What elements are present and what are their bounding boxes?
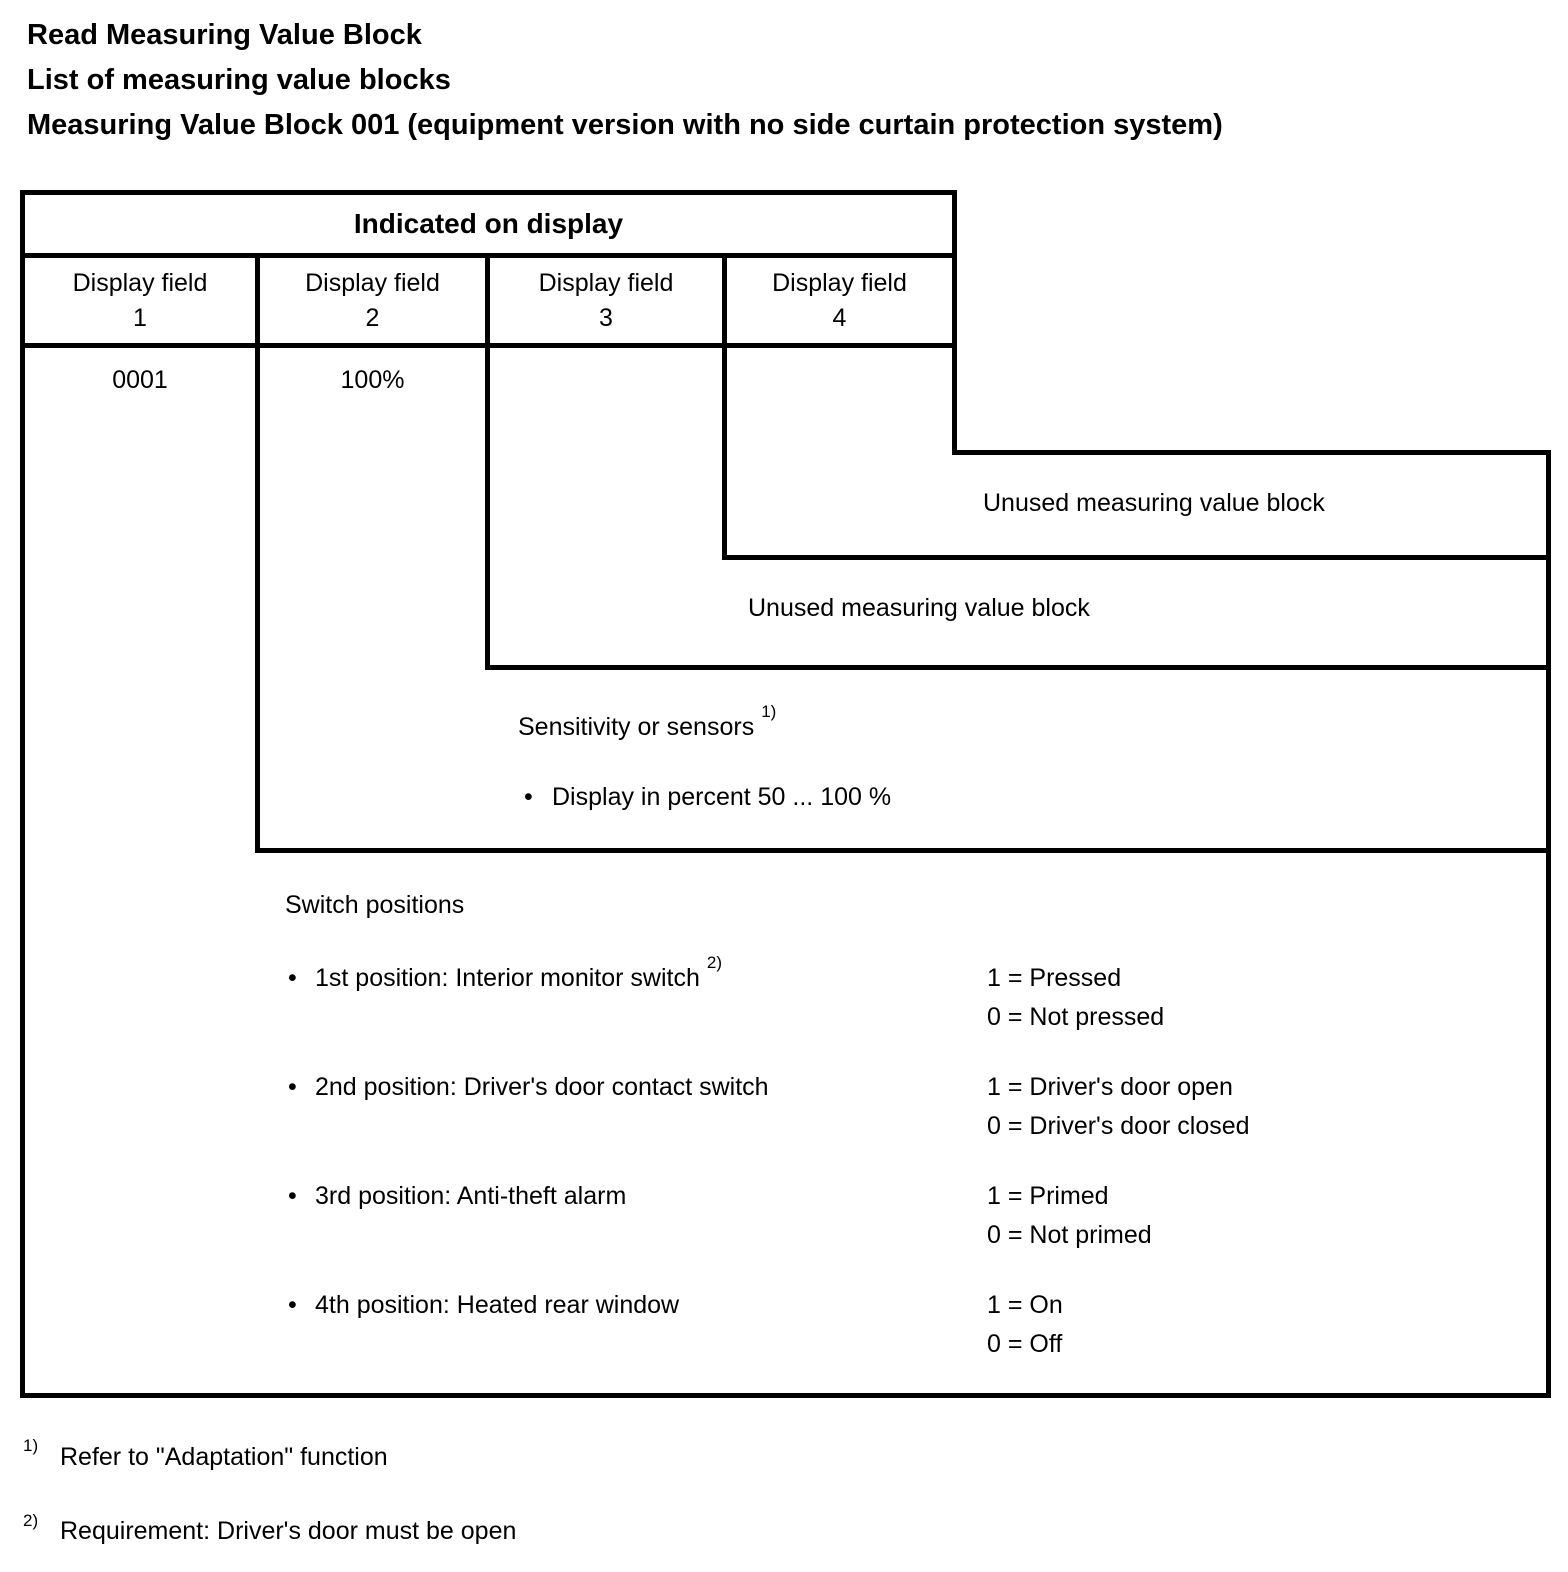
switch-item-3 — [288, 1182, 626, 1210]
column-header-2-label: Display field — [305, 269, 440, 297]
field1-title: Switch positions — [285, 891, 465, 919]
switch-item-2 — [288, 1073, 769, 1101]
column-header-1-label: Display field — [72, 269, 208, 297]
switch-item-2-values — [987, 1073, 1250, 1140]
step-line-field1 — [255, 848, 1551, 853]
switch-item-2-label: 2nd position: Driver's door contact switch — [315, 1073, 769, 1101]
column-header-2 — [260, 260, 485, 343]
switch-item-3-label: 3rd position: Anti-theft alarm — [315, 1182, 627, 1210]
display-field-1-value: 0001 — [112, 366, 168, 394]
column-header-3 — [490, 260, 722, 343]
bullet-icon: • — [288, 1291, 297, 1319]
column-header-1 — [25, 260, 255, 343]
column-header-3-label: Display field — [538, 269, 674, 297]
switch-item-2-value-off: 0 = Driver's door closed — [987, 1112, 1250, 1140]
column-header-3-number: 3 — [599, 304, 613, 332]
switch-item-4-value-on: 1 = On — [987, 1291, 1063, 1319]
switch-item-1-label: 1st position: Interior monitor switch — [315, 964, 700, 992]
title-line-1: Read Measuring Value Block — [27, 19, 422, 51]
column-header-1-number: 1 — [133, 304, 147, 332]
title-line-3: Measuring Value Block 001 (equipment version with no side curtain protection system) — [27, 109, 1223, 141]
switch-item-1-values — [987, 964, 1164, 1031]
column-header-4-number: 4 — [832, 304, 847, 332]
step-line-field2 — [485, 665, 1551, 670]
title-line-2: List of measuring value blocks — [27, 64, 451, 96]
diagram-right-border — [1546, 450, 1551, 1398]
column-header-4-label: Display field — [772, 269, 907, 297]
table-right-border — [952, 190, 957, 455]
footnote-1-text: Refer to "Adaptation" function — [60, 1443, 388, 1471]
switch-item-3-value-off: 0 = Not primed — [987, 1221, 1152, 1249]
field4-note: Unused measuring value block — [983, 489, 1325, 517]
bullet-icon: • — [288, 1073, 297, 1101]
switch-item-1-value-on: 1 = Pressed — [987, 964, 1122, 992]
display-field-2-value: 100% — [340, 366, 405, 394]
step-line-field3 — [722, 555, 1551, 560]
bullet-icon: • — [524, 783, 533, 811]
field2-title — [518, 701, 777, 741]
table-merged-header: Indicated on display — [353, 208, 624, 239]
column1-2-divider — [255, 253, 260, 853]
switch-item-1 — [288, 952, 723, 992]
diagram-bottom-border — [20, 1393, 1551, 1398]
bullet-icon: • — [288, 1182, 297, 1210]
switch-item-3-values — [987, 1182, 1152, 1249]
column-header-4 — [727, 260, 952, 343]
switch-item-4-values — [987, 1291, 1063, 1358]
switch-item-1-value-off: 0 = Not pressed — [987, 1003, 1165, 1031]
column-header-2-number: 2 — [365, 304, 380, 332]
footnote-2-text: Requirement: Driver's door must be open — [60, 1517, 517, 1545]
footnote-ref-1: 1) — [761, 701, 777, 721]
switch-item-2-value-on: 1 = Driver's door open — [987, 1073, 1233, 1101]
field3-note: Unused measuring value block — [748, 594, 1090, 622]
bullet-icon: • — [288, 964, 297, 992]
step-line-field4 — [952, 450, 1551, 455]
switch-item-4-label: 4th position: Heated rear window — [315, 1291, 680, 1319]
footnote-1-marker: 1) — [23, 1436, 39, 1455]
document-title — [27, 13, 1223, 148]
footnote-ref-2: 2) — [706, 952, 723, 972]
field2-bullet-text: Display in percent 50 ... 100 % — [552, 783, 892, 811]
field2-bullet-item — [524, 783, 891, 811]
switch-item-4-value-off: 0 = Off — [987, 1330, 1063, 1358]
switch-item-4 — [288, 1291, 679, 1319]
switch-item-3-value-on: 1 = Primed — [987, 1182, 1109, 1210]
footnote-2-marker: 2) — [23, 1511, 39, 1530]
field2-title-text: Sensitivity or sensors — [518, 713, 755, 741]
